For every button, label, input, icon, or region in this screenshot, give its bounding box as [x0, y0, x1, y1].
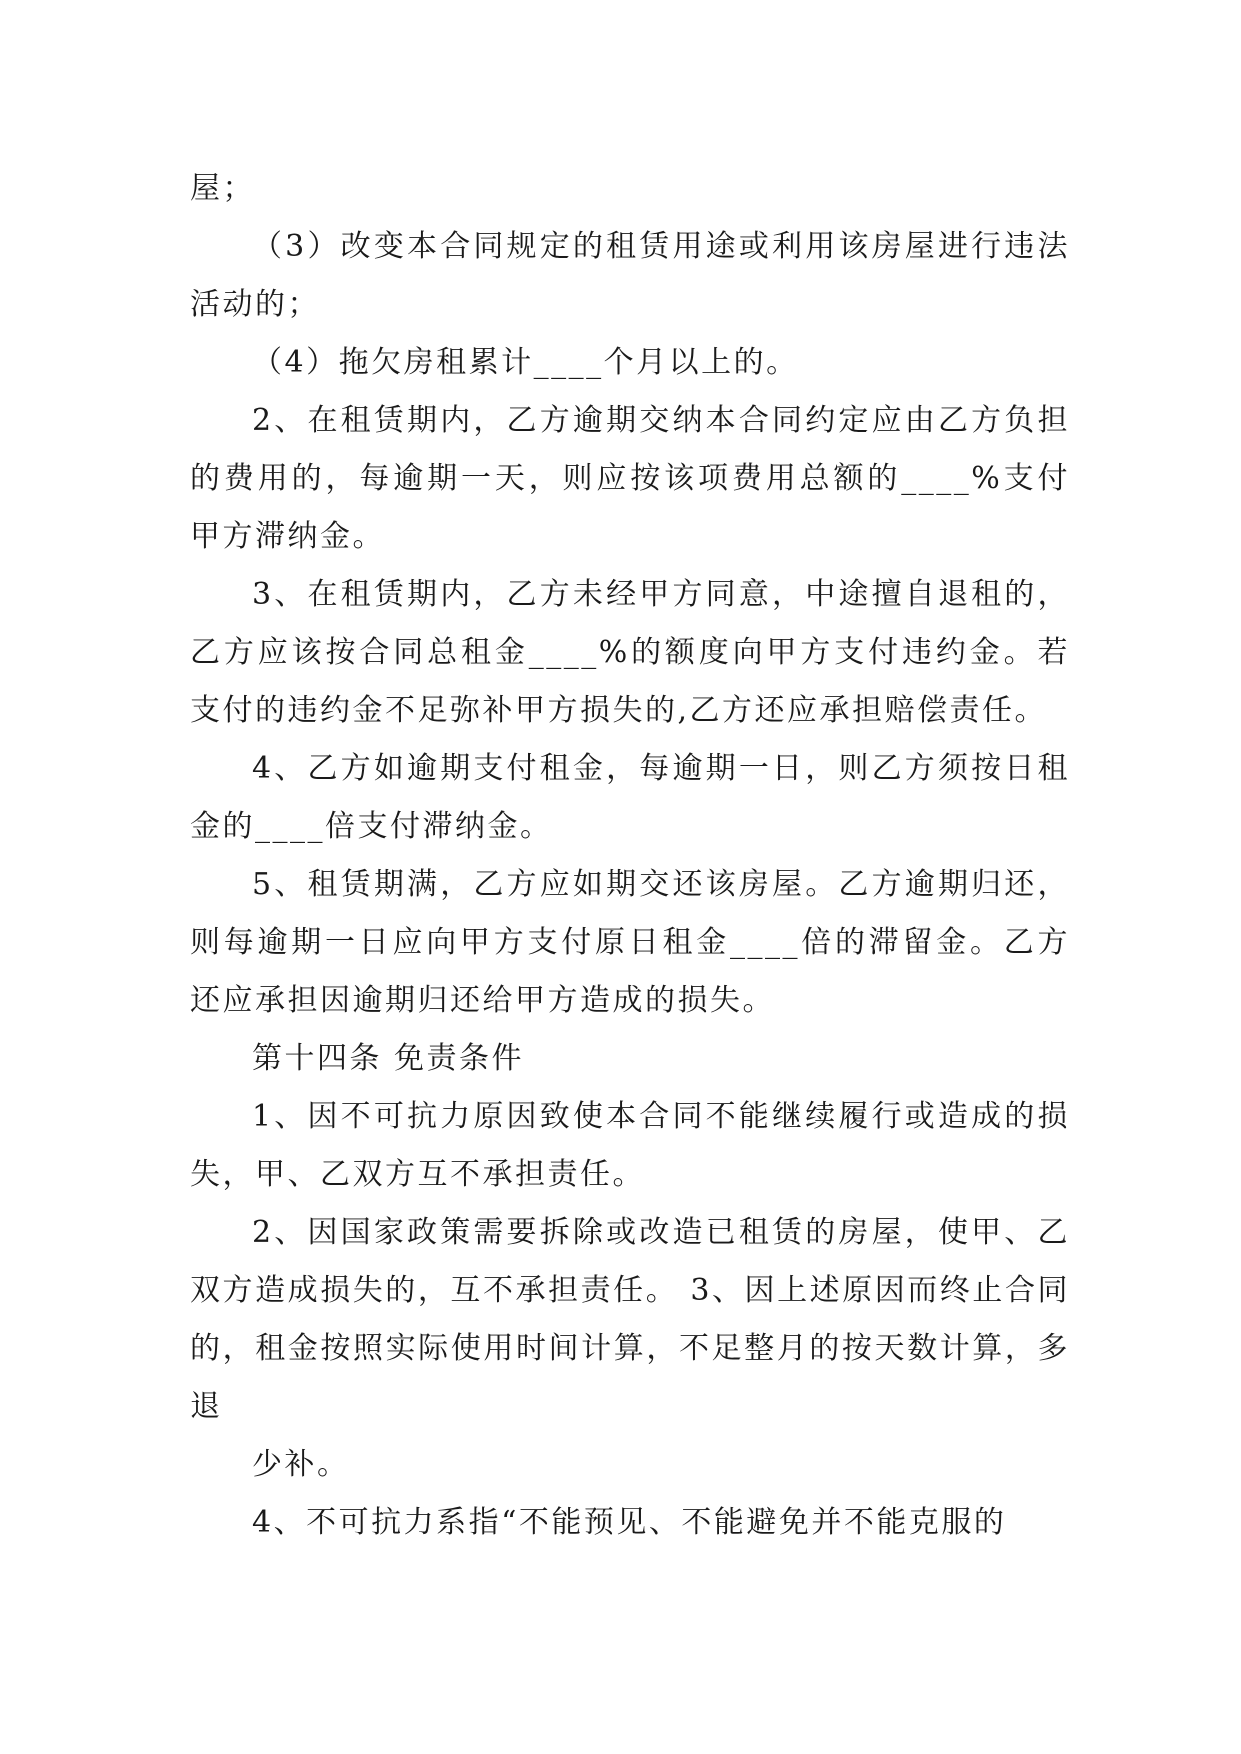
paragraph-10: 2、因国家政策需要拆除或改造已租赁的房屋，使甲、乙双方造成损失的，互不承担责任。 3、因上述原因而终止合同的，租金按照实际使用时间计算，不足整月的按天数计算，多退: [190, 1215, 1070, 1424]
paragraph-12: 4、不可抗力系指“不能预见、不能避免并不能克服的: [252, 1505, 1007, 1540]
paragraph-7: 5、租赁期满，乙方应如期交还该房屋。乙方逾期归还，则每逾期一日应向甲方支付原日租金____倍的滞留金。乙方还应承担因逾期归还给甲方造成的损失。: [190, 867, 1070, 1018]
paragraph-4: 2、在租赁期内，乙方逾期交纳本合同约定应由乙方负担的费用的，每逾期一天，则应按该项费用总额的____%支付甲方滞纳金。: [190, 403, 1070, 554]
paragraph-9: 1、因不可抗力原因致使本合同不能继续履行或造成的损失，甲、乙双方互不承担责任。: [190, 1099, 1070, 1192]
paragraph-1: 屋；: [190, 171, 255, 206]
section-heading: 第十四条 免责条件: [252, 1041, 525, 1076]
paragraph-2: （3）改变本合同规定的租赁用途或利用该房屋进行违法活动的；: [190, 229, 1070, 322]
paragraph-5: 3、在租赁期内，乙方未经甲方同意，中途擅自退租的，乙方应该按合同总租金____%的额度向甲方支付违约金。若支付的违约金不足弥补甲方损失的,乙方还应承担赔偿责任。: [190, 577, 1070, 728]
paragraph-6: 4、乙方如逾期支付租金，每逾期一日，则乙方须按日租金的____倍支付滞纳金。: [190, 751, 1070, 844]
paragraph-11: 少补。: [252, 1447, 350, 1482]
document-body: [190, 160, 1070, 1552]
paragraph-3: （4）拖欠房租累计____个月以上的。: [252, 345, 799, 380]
